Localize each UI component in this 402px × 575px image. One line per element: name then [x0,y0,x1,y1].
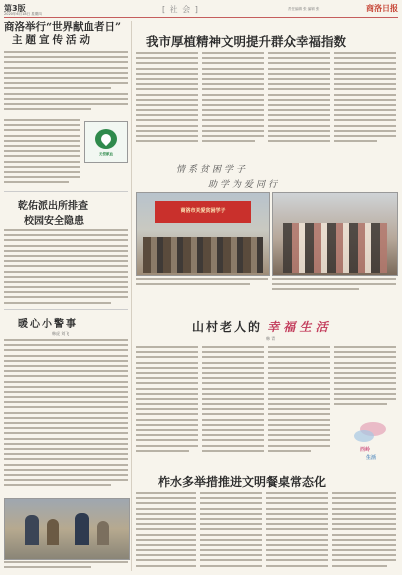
column-divider [131,21,132,571]
photo-student-aid-ceremony [136,192,270,276]
bottom-article-col-3 [266,492,328,572]
article-blood-text-a [4,51,128,113]
main-article-col-1 [136,52,198,152]
page-number: 第3版 [4,4,26,13]
headline-blood-donation: 商洛举行“世界献血者日” [4,21,122,33]
village-title-black: 山村老人的 [192,320,263,334]
village-article-col-2 [202,346,264,464]
corner-decoration [352,420,394,464]
headline-qianyou-1: 乾佑派出所排查 [18,201,88,212]
aid-banner-line-1: 情系贫困学子 [176,165,249,175]
aid-banner-line-2: 助学为爱同行 [208,180,281,190]
header-small-right: 责任编辑 张 编辑 张 [288,7,320,11]
header-rule [4,17,398,18]
corner-tag-2: 生活 [366,455,377,461]
article-blood-text-b [4,119,80,189]
left-column [4,21,128,571]
village-article-col-3 [268,346,330,464]
main-article-col-3 [268,52,330,152]
corner-tag: 西岭 [360,447,371,453]
bottom-article-col-4 [332,492,396,572]
article-warm-police-text [4,339,128,495]
village-title [192,316,328,335]
logo-caption: 无偿献血 [99,152,113,156]
masthead [4,3,398,17]
divider-left-2 [4,309,128,310]
headline-qianyou-2: 校园安全隐患 [24,216,84,227]
brand-logo: 商洛日报 [366,3,398,13]
bottom-article-col-1 [136,492,196,572]
village-article-col-1 [136,346,198,464]
main-article-col-2 [202,52,264,152]
bottom-article-col-2 [200,492,262,572]
main-article-col-4 [334,52,396,152]
divider-left-1 [4,191,128,192]
photo-caption-police [4,561,128,571]
blood-donation-logo-photo [84,121,128,163]
photo-banner-text: 商洛市关爱贫困学子 [180,208,226,214]
byline-warm-police: 韩虎 刘飞 [52,331,70,336]
section-title-warm-police: 暖心小警事 [18,319,78,330]
village-byline: 韩 青 [266,336,276,341]
main-headline: 我市厚植精神文明提升群众幸福指数 [146,34,347,49]
section-label: [ 社 会 ] [162,5,199,14]
caption-student-aid-right [272,278,396,294]
headline-blood-donation-2: 主题宣传活动 [12,34,93,46]
photo-students-smiling [272,192,398,276]
village-article-col-4 [334,346,396,410]
article-qianyou-text [4,229,128,307]
caption-student-aid-left [136,278,268,290]
photo-police-bottom-left [4,498,130,560]
village-title-red: 幸 福 生 活 [267,320,328,334]
bottom-headline: 柞水多举措推进文明餐桌常态化 [158,475,327,489]
publication-line: 2020年6月18日 星期四 [4,12,42,16]
